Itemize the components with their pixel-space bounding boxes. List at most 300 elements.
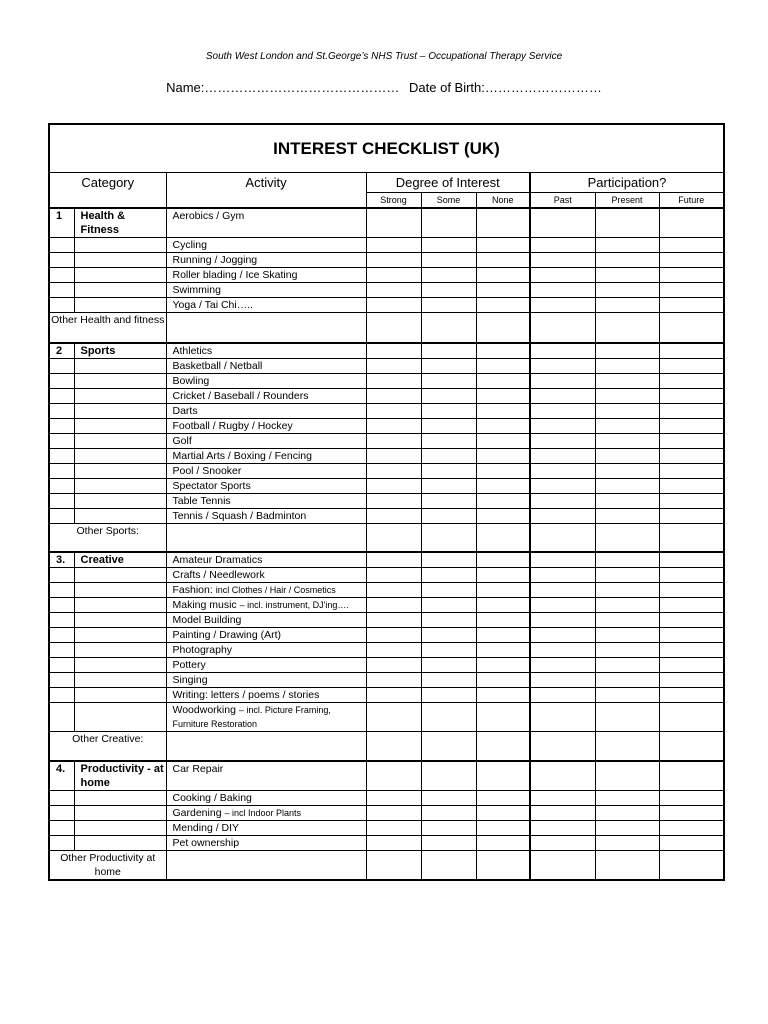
- activity-present-cell[interactable]: [595, 373, 659, 388]
- activity-future-cell[interactable]: [659, 403, 724, 418]
- activity-future-cell[interactable]: [659, 478, 724, 493]
- activity-present-cell[interactable]: [595, 568, 659, 583]
- activity-future-cell[interactable]: [659, 790, 724, 805]
- activity-future-cell[interactable]: [659, 703, 724, 732]
- other-present-cell[interactable]: [595, 850, 659, 880]
- activity-past-cell[interactable]: [530, 283, 595, 298]
- activity-none-cell[interactable]: [476, 373, 530, 388]
- activity-present-cell[interactable]: [595, 552, 659, 568]
- activity-some-cell[interactable]: [421, 703, 476, 732]
- activity-past-cell[interactable]: [530, 703, 595, 732]
- activity-future-cell[interactable]: [659, 253, 724, 268]
- activity-cell: [166, 628, 366, 643]
- activity-label: Golf: [172, 434, 192, 447]
- activity-strong-cell[interactable]: [366, 433, 421, 448]
- activity-future-cell[interactable]: [659, 688, 724, 703]
- section-number: 4.: [49, 761, 74, 791]
- activity-past-cell[interactable]: [530, 628, 595, 643]
- activity-strong-cell[interactable]: [366, 448, 421, 463]
- activity-some-cell[interactable]: [421, 343, 476, 359]
- activity-some-cell[interactable]: [421, 298, 476, 313]
- activity-label: Amateur Dramatics: [172, 554, 263, 566]
- activity-future-cell[interactable]: [659, 643, 724, 658]
- activity-label: Writing: letters / poems / stories: [172, 689, 320, 701]
- activity-past-cell[interactable]: [530, 343, 595, 359]
- activity-future-cell[interactable]: [659, 568, 724, 583]
- other-present-cell[interactable]: [595, 313, 659, 343]
- activity-row: [49, 583, 724, 598]
- activity-future-cell[interactable]: [659, 343, 724, 359]
- section-number-blank: [49, 643, 74, 658]
- other-activity-input[interactable]: [166, 732, 366, 761]
- category-blank: [74, 418, 166, 433]
- activity-future-cell[interactable]: [659, 388, 724, 403]
- activity-strong-cell[interactable]: [366, 568, 421, 583]
- activity-strong-cell[interactable]: [366, 805, 421, 820]
- some-header: Some: [421, 193, 476, 209]
- activity-some-cell[interactable]: [421, 583, 476, 598]
- activity-past-cell[interactable]: [530, 673, 595, 688]
- activity-future-cell[interactable]: [659, 673, 724, 688]
- activity-some-cell[interactable]: [421, 388, 476, 403]
- activity-some-cell[interactable]: [421, 418, 476, 433]
- activity-strong-cell[interactable]: [366, 418, 421, 433]
- activity-strong-cell[interactable]: [366, 688, 421, 703]
- activity-row: [49, 643, 724, 658]
- activity-none-cell[interactable]: [476, 613, 530, 628]
- activity-strong-cell[interactable]: [366, 552, 421, 568]
- other-strong-cell[interactable]: [366, 523, 421, 552]
- other-some-cell[interactable]: [421, 523, 476, 552]
- activity-none-cell[interactable]: [476, 790, 530, 805]
- activity-future-cell[interactable]: [659, 358, 724, 373]
- activity-present-cell[interactable]: [595, 688, 659, 703]
- activity-present-cell[interactable]: [595, 238, 659, 253]
- activity-present-cell[interactable]: [595, 805, 659, 820]
- activity-past-cell[interactable]: [530, 835, 595, 850]
- activity-some-cell[interactable]: [421, 373, 476, 388]
- activity-strong-cell[interactable]: [366, 613, 421, 628]
- activity-present-cell[interactable]: [595, 508, 659, 523]
- other-strong-cell[interactable]: [366, 313, 421, 343]
- other-activity-input[interactable]: [166, 523, 366, 552]
- activity-label: Cricket / Baseball / Rounders: [172, 389, 309, 402]
- activity-some-cell[interactable]: [421, 463, 476, 478]
- activity-strong-cell[interactable]: [366, 238, 421, 253]
- activity-present-cell[interactable]: [595, 613, 659, 628]
- other-past-cell[interactable]: [530, 523, 595, 552]
- activity-past-cell[interactable]: [530, 463, 595, 478]
- activity-present-cell[interactable]: [595, 790, 659, 805]
- category-blank: [74, 463, 166, 478]
- activity-some-cell[interactable]: [421, 643, 476, 658]
- activity-strong-cell[interactable]: [366, 463, 421, 478]
- section-number-blank: [49, 628, 74, 643]
- activity-present-cell[interactable]: [595, 343, 659, 359]
- activity-none-cell[interactable]: [476, 403, 530, 418]
- activity-note: incl Clothes / Hair / Cosmetics: [215, 585, 336, 595]
- activity-present-cell[interactable]: [595, 268, 659, 283]
- activity-cell: [166, 552, 366, 568]
- activity-future-cell[interactable]: [659, 552, 724, 568]
- activity-past-cell[interactable]: [530, 403, 595, 418]
- activity-none-cell[interactable]: [476, 448, 530, 463]
- activity-past-cell[interactable]: [530, 493, 595, 508]
- activity-row: [49, 388, 724, 403]
- activity-some-cell[interactable]: [421, 358, 476, 373]
- activity-strong-cell[interactable]: [366, 478, 421, 493]
- activity-none-cell[interactable]: [476, 688, 530, 703]
- activity-strong-cell[interactable]: [366, 835, 421, 850]
- activity-past-cell[interactable]: [530, 418, 595, 433]
- activity-strong-cell[interactable]: [366, 343, 421, 359]
- activity-strong-cell[interactable]: [366, 388, 421, 403]
- activity-none-cell[interactable]: [476, 568, 530, 583]
- activity-future-cell[interactable]: [659, 805, 724, 820]
- activity-some-cell[interactable]: [421, 790, 476, 805]
- activity-past-cell[interactable]: [530, 598, 595, 613]
- activity-present-cell[interactable]: [595, 478, 659, 493]
- activity-row: [49, 658, 724, 673]
- activity-some-cell[interactable]: [421, 268, 476, 283]
- activity-some-cell[interactable]: [421, 673, 476, 688]
- section-number-blank: [49, 820, 74, 835]
- activity-none-cell[interactable]: [476, 238, 530, 253]
- category-blank: [74, 598, 166, 613]
- activity-past-cell[interactable]: [530, 388, 595, 403]
- activity-past-cell[interactable]: [530, 298, 595, 313]
- activity-cell: [166, 403, 366, 418]
- activity-cell: [166, 673, 366, 688]
- activity-cell: [166, 418, 366, 433]
- activity-present-cell[interactable]: [595, 703, 659, 732]
- activity-past-cell[interactable]: [530, 583, 595, 598]
- other-present-cell[interactable]: [595, 732, 659, 761]
- activity-past-cell[interactable]: [530, 761, 595, 791]
- activity-some-cell[interactable]: [421, 820, 476, 835]
- activity-future-cell[interactable]: [659, 508, 724, 523]
- activity-future-cell[interactable]: [659, 598, 724, 613]
- activity-future-cell[interactable]: [659, 418, 724, 433]
- activity-cell: [166, 658, 366, 673]
- activity-row: [49, 478, 724, 493]
- activity-future-cell[interactable]: [659, 298, 724, 313]
- activity-strong-cell[interactable]: [366, 628, 421, 643]
- activity-strong-cell[interactable]: [366, 283, 421, 298]
- activity-cell: [166, 268, 366, 283]
- activity-some-cell[interactable]: [421, 478, 476, 493]
- other-activity-input[interactable]: [166, 313, 366, 343]
- activity-some-cell[interactable]: [421, 568, 476, 583]
- activity-cell: [166, 493, 366, 508]
- activity-present-cell[interactable]: [595, 628, 659, 643]
- activity-future-cell[interactable]: [659, 238, 724, 253]
- activity-some-cell[interactable]: [421, 283, 476, 298]
- activity-past-cell[interactable]: [530, 568, 595, 583]
- category-blank: [74, 508, 166, 523]
- activity-future-cell[interactable]: [659, 583, 724, 598]
- other-future-cell[interactable]: [659, 850, 724, 880]
- activity-strong-cell[interactable]: [366, 583, 421, 598]
- activity-present-cell[interactable]: [595, 358, 659, 373]
- activity-present-cell[interactable]: [595, 643, 659, 658]
- activity-strong-cell[interactable]: [366, 508, 421, 523]
- activity-future-cell[interactable]: [659, 658, 724, 673]
- section-number-blank: [49, 373, 74, 388]
- activity-past-cell[interactable]: [530, 373, 595, 388]
- activity-row: [49, 552, 724, 568]
- activity-past-cell[interactable]: [530, 268, 595, 283]
- activity-strong-cell[interactable]: [366, 253, 421, 268]
- activity-strong-cell[interactable]: [366, 598, 421, 613]
- activity-some-cell[interactable]: [421, 208, 476, 238]
- activity-label: Yoga / Tai Chi…..: [172, 299, 254, 311]
- activity-strong-cell[interactable]: [366, 208, 421, 238]
- other-past-cell[interactable]: [530, 850, 595, 880]
- other-future-cell[interactable]: [659, 523, 724, 552]
- activity-future-cell[interactable]: [659, 208, 724, 238]
- section-number-blank: [49, 418, 74, 433]
- activity-strong-cell[interactable]: [366, 658, 421, 673]
- activity-future-cell[interactable]: [659, 628, 724, 643]
- category-header: Category: [49, 173, 166, 209]
- activity-future-cell[interactable]: [659, 835, 724, 850]
- section-number-blank: [49, 835, 74, 850]
- other-past-cell[interactable]: [530, 732, 595, 761]
- activity-present-cell[interactable]: [595, 583, 659, 598]
- section-number-blank: [49, 448, 74, 463]
- activity-past-cell[interactable]: [530, 643, 595, 658]
- other-none-cell[interactable]: [476, 313, 530, 343]
- activity-some-cell[interactable]: [421, 493, 476, 508]
- activity-label: Cycling: [172, 239, 207, 251]
- other-some-cell[interactable]: [421, 732, 476, 761]
- other-none-cell[interactable]: [476, 732, 530, 761]
- activity-none-cell[interactable]: [476, 805, 530, 820]
- section-number-blank: [49, 268, 74, 283]
- activity-present-cell[interactable]: [595, 673, 659, 688]
- other-strong-cell[interactable]: [366, 850, 421, 880]
- other-none-cell[interactable]: [476, 523, 530, 552]
- other-past-cell[interactable]: [530, 313, 595, 343]
- activity-none-cell[interactable]: [476, 208, 530, 238]
- activity-note: – incl. Picture Framing,: [238, 705, 331, 715]
- activity-none-cell[interactable]: [476, 463, 530, 478]
- activity-present-cell[interactable]: [595, 208, 659, 238]
- activity-some-cell[interactable]: [421, 403, 476, 418]
- section-number-blank: [49, 613, 74, 628]
- section-number-blank: [49, 790, 74, 805]
- activity-label: Singing: [172, 674, 208, 686]
- activity-present-cell[interactable]: [595, 493, 659, 508]
- activity-none-cell[interactable]: [476, 358, 530, 373]
- activity-past-cell[interactable]: [530, 478, 595, 493]
- activity-row: [49, 688, 724, 703]
- activity-past-cell[interactable]: [530, 238, 595, 253]
- activity-none-cell[interactable]: [476, 253, 530, 268]
- activity-future-cell[interactable]: [659, 448, 724, 463]
- activity-strong-cell[interactable]: [366, 268, 421, 283]
- activity-none-cell[interactable]: [476, 552, 530, 568]
- activity-some-cell[interactable]: [421, 508, 476, 523]
- activity-present-cell[interactable]: [595, 598, 659, 613]
- activity-none-cell[interactable]: [476, 583, 530, 598]
- activity-some-cell[interactable]: [421, 688, 476, 703]
- activity-none-cell[interactable]: [476, 820, 530, 835]
- other-none-cell[interactable]: [476, 850, 530, 880]
- activity-none-cell[interactable]: [476, 388, 530, 403]
- activity-some-cell[interactable]: [421, 761, 476, 791]
- activity-none-cell[interactable]: [476, 643, 530, 658]
- activity-strong-cell[interactable]: [366, 673, 421, 688]
- other-activity-input[interactable]: [166, 850, 366, 880]
- activity-future-cell[interactable]: [659, 761, 724, 791]
- activity-future-cell[interactable]: [659, 613, 724, 628]
- category-blank: [74, 358, 166, 373]
- activity-past-cell[interactable]: [530, 253, 595, 268]
- activity-cell: [166, 298, 366, 313]
- activity-cell: [166, 343, 366, 359]
- activity-future-cell[interactable]: [659, 463, 724, 478]
- activity-none-cell[interactable]: [476, 658, 530, 673]
- activity-none-cell[interactable]: [476, 673, 530, 688]
- activity-some-cell[interactable]: [421, 448, 476, 463]
- activity-none-cell[interactable]: [476, 628, 530, 643]
- name-field[interactable]: Name:………………………………………: [166, 80, 400, 95]
- category-blank: [74, 688, 166, 703]
- category-blank: [74, 628, 166, 643]
- activity-cell: [166, 568, 366, 583]
- activity-future-cell[interactable]: [659, 373, 724, 388]
- section-number-blank: [49, 253, 74, 268]
- other-present-cell[interactable]: [595, 523, 659, 552]
- activity-none-cell[interactable]: [476, 493, 530, 508]
- future-header: Future: [659, 193, 724, 209]
- activity-present-cell[interactable]: [595, 388, 659, 403]
- activity-some-cell[interactable]: [421, 433, 476, 448]
- activity-past-cell[interactable]: [530, 508, 595, 523]
- activity-strong-cell[interactable]: [366, 358, 421, 373]
- activity-some-cell[interactable]: [421, 658, 476, 673]
- activity-some-cell[interactable]: [421, 835, 476, 850]
- activity-cell: [166, 761, 366, 791]
- activity-future-cell[interactable]: [659, 268, 724, 283]
- activity-row: [49, 268, 724, 283]
- activity-strong-cell[interactable]: [366, 403, 421, 418]
- activity-present-cell[interactable]: [595, 283, 659, 298]
- activity-future-cell[interactable]: [659, 433, 724, 448]
- activity-strong-cell[interactable]: [366, 493, 421, 508]
- activity-present-cell[interactable]: [595, 418, 659, 433]
- activity-strong-cell[interactable]: [366, 703, 421, 732]
- activity-present-cell[interactable]: [595, 835, 659, 850]
- activity-strong-cell[interactable]: [366, 373, 421, 388]
- activity-present-cell[interactable]: [595, 820, 659, 835]
- activity-cell: [166, 613, 366, 628]
- activity-present-cell[interactable]: [595, 448, 659, 463]
- activity-strong-cell[interactable]: [366, 761, 421, 791]
- activity-past-cell[interactable]: [530, 208, 595, 238]
- activity-some-cell[interactable]: [421, 613, 476, 628]
- category-blank: [74, 643, 166, 658]
- activity-strong-cell[interactable]: [366, 790, 421, 805]
- activity-none-cell[interactable]: [476, 283, 530, 298]
- activity-some-cell[interactable]: [421, 628, 476, 643]
- activity-present-cell[interactable]: [595, 403, 659, 418]
- activity-none-cell[interactable]: [476, 703, 530, 732]
- activity-cell: [166, 358, 366, 373]
- activity-row: [49, 493, 724, 508]
- activity-none-cell[interactable]: [476, 598, 530, 613]
- activity-past-cell[interactable]: [530, 613, 595, 628]
- activity-past-cell[interactable]: [530, 805, 595, 820]
- section-number-blank: [49, 238, 74, 253]
- other-some-cell[interactable]: [421, 313, 476, 343]
- activity-future-cell[interactable]: [659, 493, 724, 508]
- activity-past-cell[interactable]: [530, 820, 595, 835]
- activity-none-cell[interactable]: [476, 298, 530, 313]
- other-future-cell[interactable]: [659, 732, 724, 761]
- activity-some-cell[interactable]: [421, 552, 476, 568]
- activity-present-cell[interactable]: [595, 761, 659, 791]
- section-number-blank: [49, 688, 74, 703]
- other-future-cell[interactable]: [659, 313, 724, 343]
- activity-future-cell[interactable]: [659, 283, 724, 298]
- activity-past-cell[interactable]: [530, 790, 595, 805]
- activity-present-cell[interactable]: [595, 658, 659, 673]
- activity-note: – incl Indoor Plants: [224, 807, 302, 818]
- activity-some-cell[interactable]: [421, 238, 476, 253]
- activity-row: [49, 463, 724, 478]
- activity-strong-cell[interactable]: [366, 820, 421, 835]
- activity-row: [49, 613, 724, 628]
- activity-past-cell[interactable]: [530, 358, 595, 373]
- other-strong-cell[interactable]: [366, 732, 421, 761]
- activity-label: Cooking / Baking: [172, 791, 252, 804]
- activity-future-cell[interactable]: [659, 820, 724, 835]
- activity-none-cell[interactable]: [476, 835, 530, 850]
- category-blank: [74, 568, 166, 583]
- strong-header: Strong: [366, 193, 421, 209]
- activity-none-cell[interactable]: [476, 508, 530, 523]
- activity-some-cell[interactable]: [421, 253, 476, 268]
- activity-past-cell[interactable]: [530, 552, 595, 568]
- activity-some-cell[interactable]: [421, 805, 476, 820]
- activity-strong-cell[interactable]: [366, 643, 421, 658]
- activity-note: – incl. instrument, DJ'ing….: [239, 600, 349, 610]
- activity-present-cell[interactable]: [595, 253, 659, 268]
- activity-none-cell[interactable]: [476, 433, 530, 448]
- activity-none-cell[interactable]: [476, 418, 530, 433]
- activity-cell: [166, 643, 366, 658]
- activity-some-cell[interactable]: [421, 598, 476, 613]
- activity-present-cell[interactable]: [595, 433, 659, 448]
- activity-none-cell[interactable]: [476, 761, 530, 791]
- activity-present-cell[interactable]: [595, 298, 659, 313]
- other-label: Other Health and fitness: [49, 313, 166, 343]
- other-some-cell[interactable]: [421, 850, 476, 880]
- activity-present-cell[interactable]: [595, 463, 659, 478]
- activity-none-cell[interactable]: [476, 478, 530, 493]
- activity-past-cell[interactable]: [530, 658, 595, 673]
- activity-past-cell[interactable]: [530, 448, 595, 463]
- activity-past-cell[interactable]: [530, 433, 595, 448]
- activity-past-cell[interactable]: [530, 688, 595, 703]
- activity-none-cell[interactable]: [476, 343, 530, 359]
- dob-field[interactable]: Date of Birth:………………………: [409, 80, 602, 95]
- activity-strong-cell[interactable]: [366, 298, 421, 313]
- activity-none-cell[interactable]: [476, 268, 530, 283]
